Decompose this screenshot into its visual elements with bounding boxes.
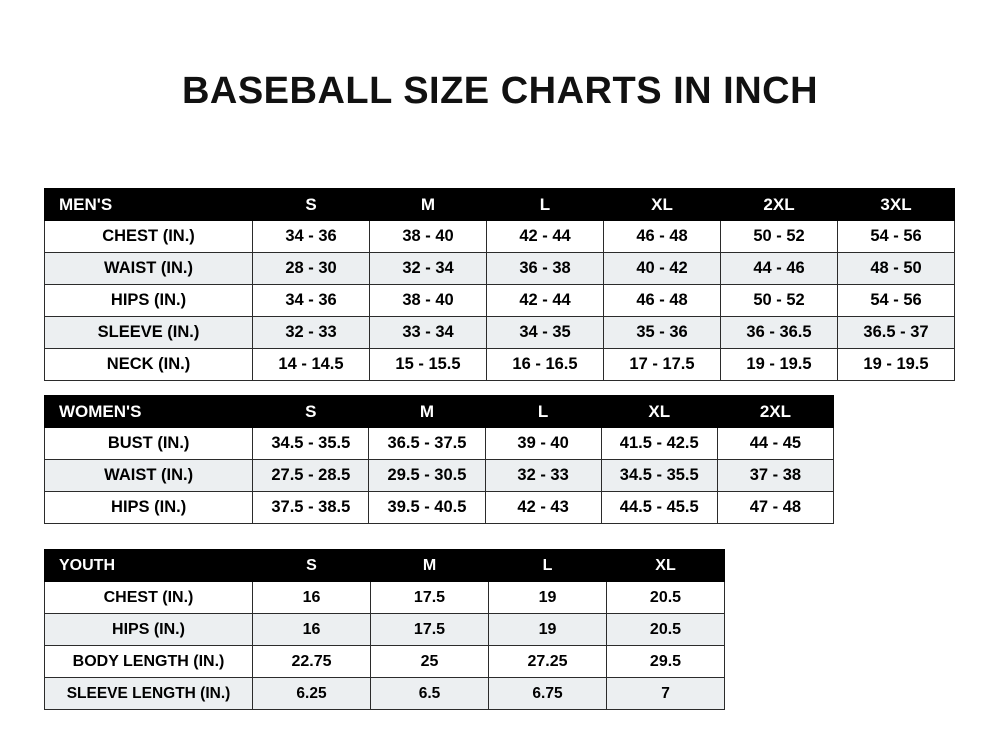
column-header: MEN'S	[45, 189, 253, 221]
row-label: SLEEVE (IN.)	[45, 317, 253, 349]
table-cell: 34.5 - 35.5	[601, 460, 717, 492]
table-cell: 25	[371, 646, 489, 678]
table-cell: 34 - 35	[487, 317, 604, 349]
row-label: HIPS (IN.)	[45, 492, 253, 524]
table-cell: 41.5 - 42.5	[601, 428, 717, 460]
table-cell: 17 - 17.5	[604, 349, 721, 381]
table-cell: 16	[253, 582, 371, 614]
table-cell: 34 - 36	[253, 285, 370, 317]
table-cell: 42 - 44	[487, 285, 604, 317]
table-cell: 47 - 48	[717, 492, 833, 524]
table-cell: 32 - 33	[485, 460, 601, 492]
table-cell: 50 - 52	[721, 221, 838, 253]
table-cell: 20.5	[607, 582, 725, 614]
table-cell: 16 - 16.5	[487, 349, 604, 381]
row-label: HIPS (IN.)	[45, 285, 253, 317]
table-row	[45, 428, 834, 460]
table-cell: 50 - 52	[721, 285, 838, 317]
table-cell: 6.25	[253, 678, 371, 710]
table-row	[45, 221, 955, 253]
column-header: S	[253, 396, 369, 428]
row-label: WAIST (IN.)	[45, 460, 253, 492]
table-cell: 29.5 - 30.5	[369, 460, 485, 492]
row-label: BUST (IN.)	[45, 428, 253, 460]
table-row	[45, 460, 834, 492]
table-cell: 33 - 34	[370, 317, 487, 349]
table-cell: 36 - 38	[487, 253, 604, 285]
column-header: XL	[601, 396, 717, 428]
table-cell: 19	[489, 614, 607, 646]
table-cell: 46 - 48	[604, 285, 721, 317]
table-cell: 36.5 - 37.5	[369, 428, 485, 460]
table-cell: 42 - 43	[485, 492, 601, 524]
table-header-row	[45, 550, 725, 582]
table-cell: 6.5	[371, 678, 489, 710]
column-header: 3XL	[838, 189, 955, 221]
table-cell: 36 - 36.5	[721, 317, 838, 349]
row-label: CHEST (IN.)	[45, 221, 253, 253]
table-cell: 7	[607, 678, 725, 710]
table-row	[45, 614, 725, 646]
table-cell: 35 - 36	[604, 317, 721, 349]
table-cell: 6.75	[489, 678, 607, 710]
table-row	[45, 317, 955, 349]
table-cell: 19	[489, 582, 607, 614]
table-cell: 20.5	[607, 614, 725, 646]
table-cell: 34.5 - 35.5	[253, 428, 369, 460]
table-cell: 54 - 56	[838, 221, 955, 253]
table-row	[45, 678, 725, 710]
column-header: XL	[604, 189, 721, 221]
column-header: L	[485, 396, 601, 428]
column-header: WOMEN'S	[45, 396, 253, 428]
table-row	[45, 349, 955, 381]
column-header: YOUTH	[45, 550, 253, 582]
table-row	[45, 582, 725, 614]
table-cell: 39.5 - 40.5	[369, 492, 485, 524]
table-cell: 32 - 34	[370, 253, 487, 285]
table-cell: 37 - 38	[717, 460, 833, 492]
mens-size-chart	[44, 188, 955, 381]
column-header: S	[253, 189, 370, 221]
column-header: M	[371, 550, 489, 582]
column-header: M	[369, 396, 485, 428]
table-cell: 44 - 45	[717, 428, 833, 460]
table-cell: 19 - 19.5	[838, 349, 955, 381]
table-cell: 27.25	[489, 646, 607, 678]
column-header: 2XL	[717, 396, 833, 428]
table-cell: 42 - 44	[487, 221, 604, 253]
table-cell: 44.5 - 45.5	[601, 492, 717, 524]
table-cell: 32 - 33	[253, 317, 370, 349]
table-cell: 54 - 56	[838, 285, 955, 317]
row-label: BODY LENGTH (IN.)	[45, 646, 253, 678]
table-cell: 27.5 - 28.5	[253, 460, 369, 492]
table-cell: 39 - 40	[485, 428, 601, 460]
table-header-row	[45, 189, 955, 221]
table-cell: 16	[253, 614, 371, 646]
page-title: BASEBALL SIZE CHARTS IN INCH	[181, 70, 819, 112]
table-cell: 15 - 15.5	[370, 349, 487, 381]
table-cell: 40 - 42	[604, 253, 721, 285]
table-row	[45, 492, 834, 524]
table-row	[45, 646, 725, 678]
column-header: 2XL	[721, 189, 838, 221]
table-cell: 48 - 50	[838, 253, 955, 285]
table-row	[45, 285, 955, 317]
table-cell: 38 - 40	[370, 285, 487, 317]
table-cell: 44 - 46	[721, 253, 838, 285]
table-cell: 28 - 30	[253, 253, 370, 285]
table-cell: 36.5 - 37	[838, 317, 955, 349]
row-label: CHEST (IN.)	[45, 582, 253, 614]
youth-size-chart	[44, 549, 725, 710]
table-header-row	[45, 396, 834, 428]
table-cell: 14 - 14.5	[253, 349, 370, 381]
column-header: L	[487, 189, 604, 221]
table-cell: 22.75	[253, 646, 371, 678]
table-cell: 46 - 48	[604, 221, 721, 253]
table-cell: 29.5	[607, 646, 725, 678]
row-label: NECK (IN.)	[45, 349, 253, 381]
table-cell: 34 - 36	[253, 221, 370, 253]
womens-size-chart	[44, 395, 834, 524]
column-header: L	[489, 550, 607, 582]
column-header: M	[370, 189, 487, 221]
column-header: S	[253, 550, 371, 582]
table-cell: 17.5	[371, 582, 489, 614]
table-cell: 38 - 40	[370, 221, 487, 253]
row-label: HIPS (IN.)	[45, 614, 253, 646]
table-cell: 19 - 19.5	[721, 349, 838, 381]
row-label: SLEEVE LENGTH (IN.)	[45, 678, 253, 710]
row-label: WAIST (IN.)	[45, 253, 253, 285]
table-cell: 37.5 - 38.5	[253, 492, 369, 524]
table-row	[45, 253, 955, 285]
column-header: XL	[607, 550, 725, 582]
table-cell: 17.5	[371, 614, 489, 646]
